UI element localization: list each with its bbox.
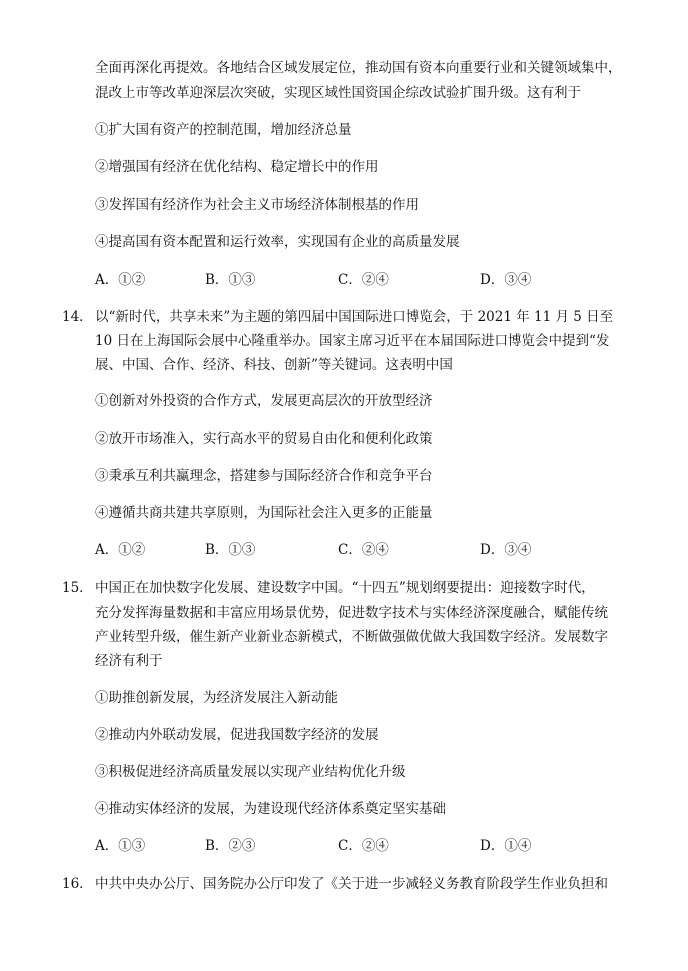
q15-option-4: ④推动实体经济的发展，为建设现代经济体系奠定坚实基础: [95, 801, 446, 817]
q14-choice-a: A．①②: [95, 542, 146, 558]
q13-stem-line-2: 混改上市等改革迎深层次突破，实现区域性国资国企综改试验扩围升级。这有利于: [95, 85, 581, 101]
q14-choice-c: C．②④: [338, 542, 389, 558]
q15-choice-c: C．②④: [338, 838, 389, 854]
q13-choice-a: A．①②: [95, 272, 146, 288]
q14-choice-b: B．①③: [205, 542, 256, 558]
q16-number: 16．: [62, 876, 93, 892]
q13-option-2: ②增强国有经济在优化结构、稳定增长中的作用: [95, 159, 379, 175]
q14-stem-line-3: 展、中国、合作、经济、科技、创新”等关键词。这表明中国: [95, 357, 453, 373]
q14-stem-line-1: 以“新时代，共享未来”为主题的第四届中国国际进口博览会，于 2021 年 11 月 5 日至: [95, 309, 614, 325]
q15-choice-a: A．①③: [95, 838, 146, 854]
q14-option-3: ③秉承互利共赢理念，搭建参与国际经济合作和竞争平台: [95, 468, 433, 484]
q13-choice-b: B．①③: [205, 272, 256, 288]
q14-choice-d: D．③④: [480, 542, 532, 558]
q16-stem-line-1: 中共中央办公厅、国务院办公厅印发了《关于进一步减轻义务教育阶段学生作业负担和: [95, 876, 608, 892]
q15-choice-d: D．①④: [480, 838, 532, 854]
q15-choice-b: B．②③: [205, 838, 256, 854]
q13-stem-line-1: 全面再深化再提效。各地结合区域发展定位，推动国有资本向重要行业和关键领域集中，: [95, 60, 622, 76]
q15-option-2: ②推动内外联动发展，促进我国数字经济的发展: [95, 727, 379, 743]
q13-option-4: ④提高国有资本配置和运行效率，实现国有企业的高质量发展: [95, 234, 460, 250]
q14-number: 14．: [62, 309, 93, 325]
q13-option-3: ③发挥国有经济作为社会主义市场经济体制根基的作用: [95, 197, 419, 213]
q13-choice-d: D．③④: [480, 272, 532, 288]
q15-stem-line-1: 中国正在加快数字化发展、建设数字中国。“十四五”规划纲要提出：迎接数字时代，: [95, 580, 595, 596]
q13-option-1: ①扩大国有资产的控制范围，增加经济总量: [95, 122, 352, 138]
q13-choice-c: C．②④: [338, 272, 389, 288]
q15-stem-line-4: 经济有利于: [95, 653, 163, 669]
q14-option-1: ①创新对外投资的合作方式，发展更高层次的开放型经济: [95, 393, 433, 409]
q15-number: 15．: [62, 580, 93, 596]
q15-stem-line-3: 产业转型升级，催生新产业新业态新模式，不断做强做优做大我国数字经济。发展数字: [95, 629, 608, 645]
q15-stem-line-2: 充分发挥海量数据和丰富应用场景优势，促进数字技术与实体经济深度融合，赋能传统: [95, 605, 608, 621]
q14-stem-line-2: 10 日在上海国际会展中心隆重举办。国家主席习近平在本届国际进口博览会中提到“发: [95, 333, 610, 349]
q14-option-2: ②放开市场准入，实行高水平的贸易自由化和便利化政策: [95, 431, 433, 447]
q14-option-4: ④遵循共商共建共享原则，为国际社会注入更多的正能量: [95, 505, 433, 521]
q15-option-1: ①助推创新发展，为经济发展注入新动能: [95, 690, 338, 706]
q15-option-3: ③积极促进经济高质量发展以实现产业结构优化升级: [95, 764, 406, 780]
